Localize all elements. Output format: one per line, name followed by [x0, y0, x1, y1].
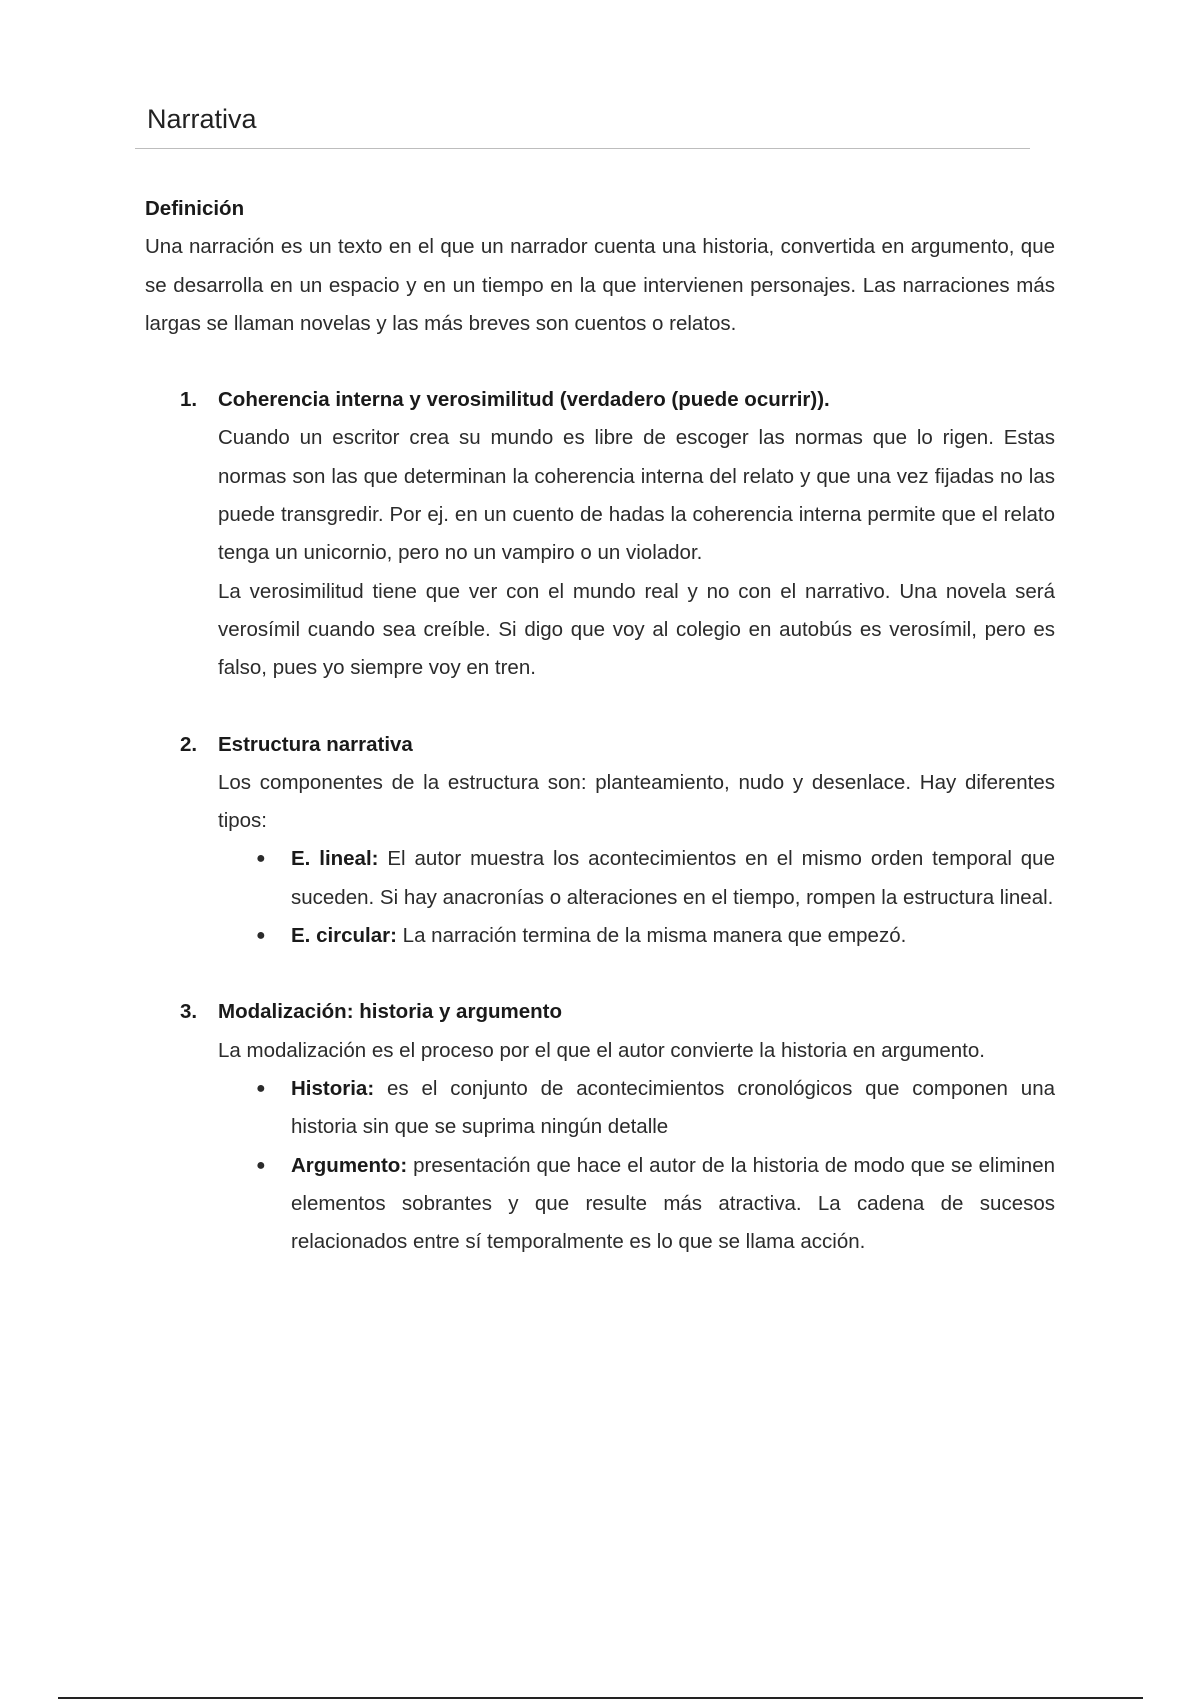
list-item — [256, 1147, 1055, 1262]
definition-text: Una narración es un texto en el que un narrador cuenta una historia, convertida en argumento, que se desarrolla en un espacio y en un tiempo en la que intervienen personajes. Las narraciones más largas se llaman novelas y las más breves son cuentos o relatos. — [145, 235, 1055, 335]
bullet-icon: ● — [256, 927, 266, 945]
section-title: Estructura narrativa — [218, 732, 413, 756]
definition-heading: Definición — [145, 197, 245, 220]
title-divider — [135, 148, 1030, 149]
section-coherencia — [145, 381, 1055, 687]
bullet-label: E. circular: — [291, 924, 397, 948]
bullet-label: Argumento: — [291, 1153, 408, 1177]
section-intro: La modalización es el proceso por el que el autor convierte la historia en argumento. — [218, 1038, 985, 1062]
bullet-text: La narración termina de la misma manera que empezó. — [396, 924, 907, 948]
section-paragraph: La verosimilitud tiene que ver con el mundo real y no con el narrativo. Una novela será verosímil cuando sea creíble. Si digo que voy al colegio en autobús es verosímil, pero es falso, pues yo siempre voy en tren. — [218, 579, 1055, 680]
section-modalizacion — [145, 993, 1055, 1261]
section-heading — [180, 993, 1055, 1031]
section-heading — [180, 726, 1055, 764]
section-number: 1. — [180, 388, 198, 412]
list-item — [256, 1070, 1055, 1147]
bullet-icon: ● — [256, 1079, 266, 1097]
bullet-list — [218, 1070, 1055, 1261]
bullet-text: es el conjunto de acontecimientos cronológicos que componen una historia sin que se suprima ningún detalle — [291, 1076, 1055, 1139]
document-body — [145, 190, 1055, 1261]
section-intro: Los componentes de la estructura son: planteamiento, nudo y desenlace. Hay diferentes tipos: — [218, 770, 1055, 833]
list-item — [256, 840, 1055, 917]
section-number: 3. — [180, 1000, 198, 1024]
section-estructura — [145, 726, 1055, 956]
bullet-label: E. lineal: — [291, 847, 379, 871]
bullet-text: presentación que hace el autor de la historia de modo que se eliminen elementos sobrantes y que resulte más atractiva. La cadena de sucesos relacionados entre sí temporalmente es lo que se llama acción. — [291, 1153, 1055, 1254]
section-title: Coherencia interna y verosimilitud (verdadero (puede ocurrir)). — [218, 388, 830, 412]
list-item — [256, 917, 1055, 955]
bullet-text: El autor muestra los acontecimientos en el mismo orden temporal que suceden. Si hay anacronías o alteraciones en el tiempo, rompen la estructura lineal. — [291, 847, 1055, 909]
section-paragraph: Cuando un escritor crea su mundo es libre de escoger las normas que lo rigen. Estas normas son las que determinan la coherencia interna del relato y que una vez fijadas no las puede transgredir. Por ej. en un cuento de hadas la coherencia interna permite que el relato tenga un unicornio, pero no un vampiro o un violador. — [218, 426, 1055, 565]
bullet-icon: ● — [256, 850, 266, 868]
definition-block — [145, 190, 1055, 343]
section-heading — [180, 381, 1055, 419]
bullet-icon: ● — [256, 1156, 266, 1174]
page-title: Narrativa — [147, 104, 257, 134]
section-number: 2. — [180, 732, 198, 756]
bullet-list — [218, 840, 1055, 955]
bullet-label: Historia: — [291, 1076, 375, 1100]
section-title: Modalización: historia y argumento — [218, 1000, 562, 1024]
page-bottom-divider — [58, 1697, 1143, 1699]
